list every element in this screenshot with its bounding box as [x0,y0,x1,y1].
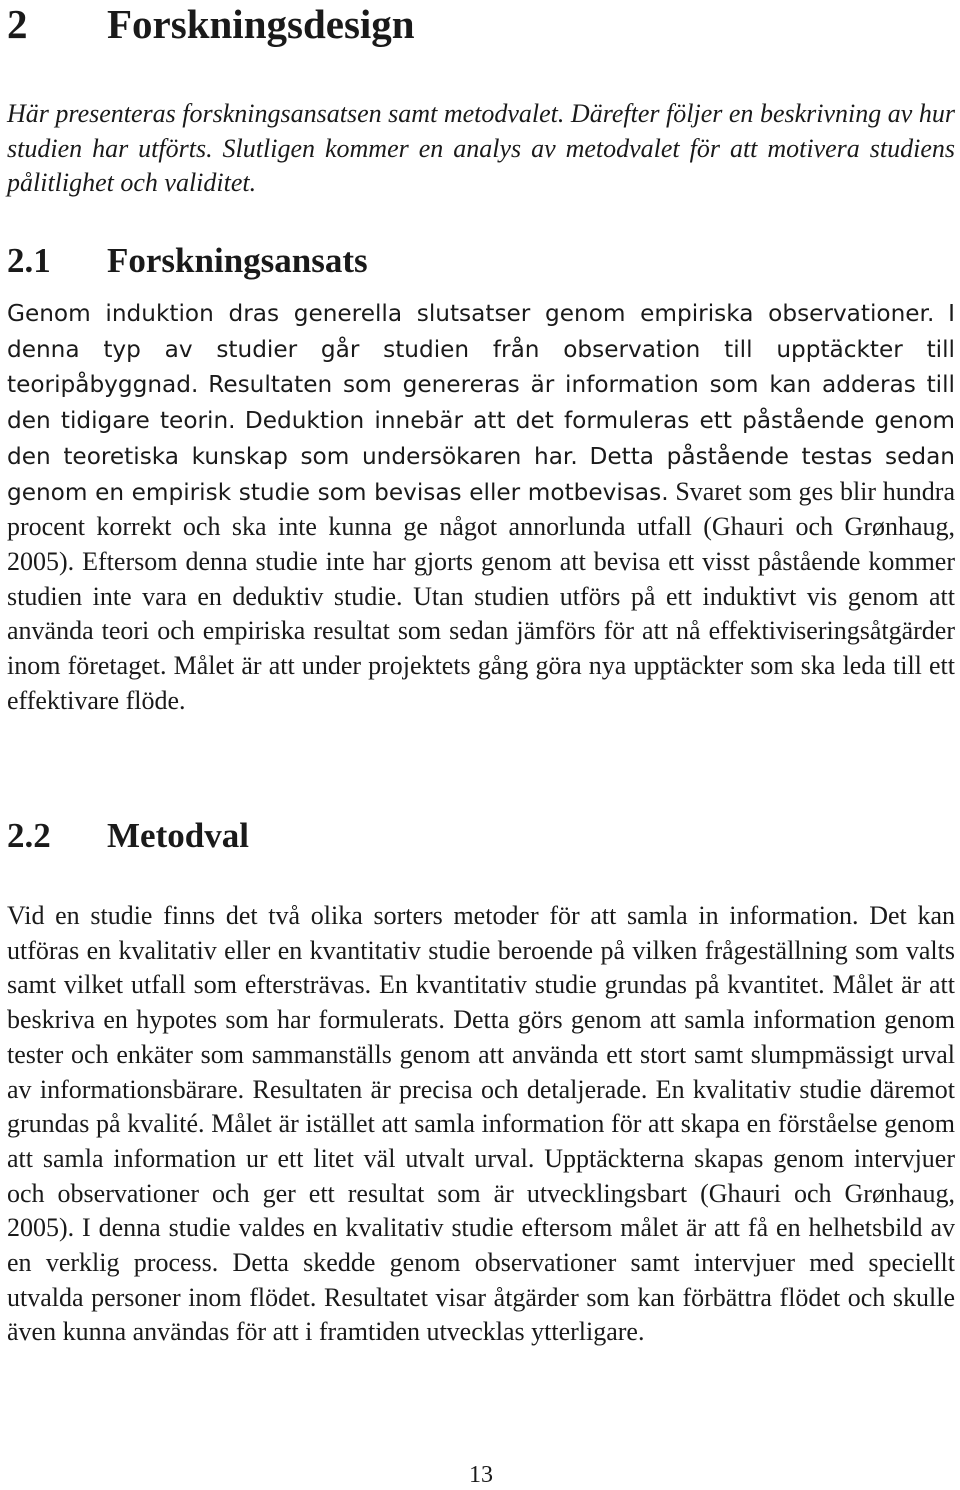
section-number: 2.1 [7,241,51,280]
section-title: Metodval [107,816,249,855]
chapter-title: Forskningsdesign [107,1,415,47]
chapter-intro: Här presenteras forskningsansatsen samt metodvalet. Därefter följer en beskrivning av hur studien har utförts. Slutligen kommer en analys av metodvalet för att motivera studiens pålitlighet och validitet. [7,99,955,197]
sentence: Svaret som ges blir hundra procent korrekt och ska inte kunna ge något annorlunda utfall (Ghauri och Grønhaug, 2005). [7,476,955,576]
section-paragraph-metodval: Vid en studie finns det två olika sorters metoder för att samla in information. Det kan utföras en kvalitativ eller en kvantitativ studie beroende på vilken frågeställning som valts samt vilket utfall som eftersträvas. En kvantitativ studie grundas på kvantitet. Målet är att beskriva en hypotes som har formulerats. Detta görs genom att samla information genom tester och enkäter som sammanställs genom att använda ett stort samt slumpmässigt urval av informationsbärare. Resultaten är precisa och detaljerade. En kvalitativ studie däremot grundas på kvalité. Målet är istället att samla information för att skapa en förståelse genom att samla information ur ett litet väl utvalt urval. Upptäckterna skapas genom intervjuer och observationer och ger ett resultat som är utvecklingsbart (Ghauri och Grønhaug, 2005). I denna studie valdes en kvalitativ studie eftersom målet är att få en helhetsbild av en verklig process. Detta skedde genom observationer samt intervjuer med speciellt utvalda personer inom flödet. Resultatet visar åtgärder som kan förbättra flödet och skulle även kunna användas för att i framtiden utvecklas ytterligare. [7,901,955,1347]
section-heading-metodval [7,815,249,857]
sentence: Målet är att under projektets gång göra nya upptäckter som ska leda till ett effektivare flöde. [7,651,956,715]
sentence: Utan studien utförs på ett induktivt vis genom att använda teori och empiriska resultat som sedan jämförs för att nå effektiviseringsåtgärder inom företaget. [7,581,955,681]
chapter-number: 2 [7,1,28,47]
page-number: 13 [469,1462,493,1488]
sentence: Detta påstående testas sedan genom en empirisk studie som bevisas eller motbevisas. [7,442,956,506]
section-heading-forskningsansats [7,240,368,282]
sentence: I denna typ av studier går studien från observation till upptäckter till teoripåbyggnad. [7,300,956,399]
chapter-heading [7,0,415,48]
section-paragraph-forskningsansats [7,296,955,718]
section-title: Forskningsansats [107,241,368,280]
sentence: Eftersom denna studie inte har gjorts genom att bevisa ett visst påstående kommer studien inte vara en deduktiv studie. [7,546,956,611]
section-number: 2.2 [7,816,51,855]
sentence: Resultaten som genereras är information som kan adderas till den tidigare teorin. [7,371,955,435]
sentence: Deduktion innebär att det formuleras ett påstående genom den teoretiska kunskap som undersökaren har. [7,407,955,470]
sentence: Genom induktion dras generella slutsatser genom empiriska observationer. [7,300,935,327]
